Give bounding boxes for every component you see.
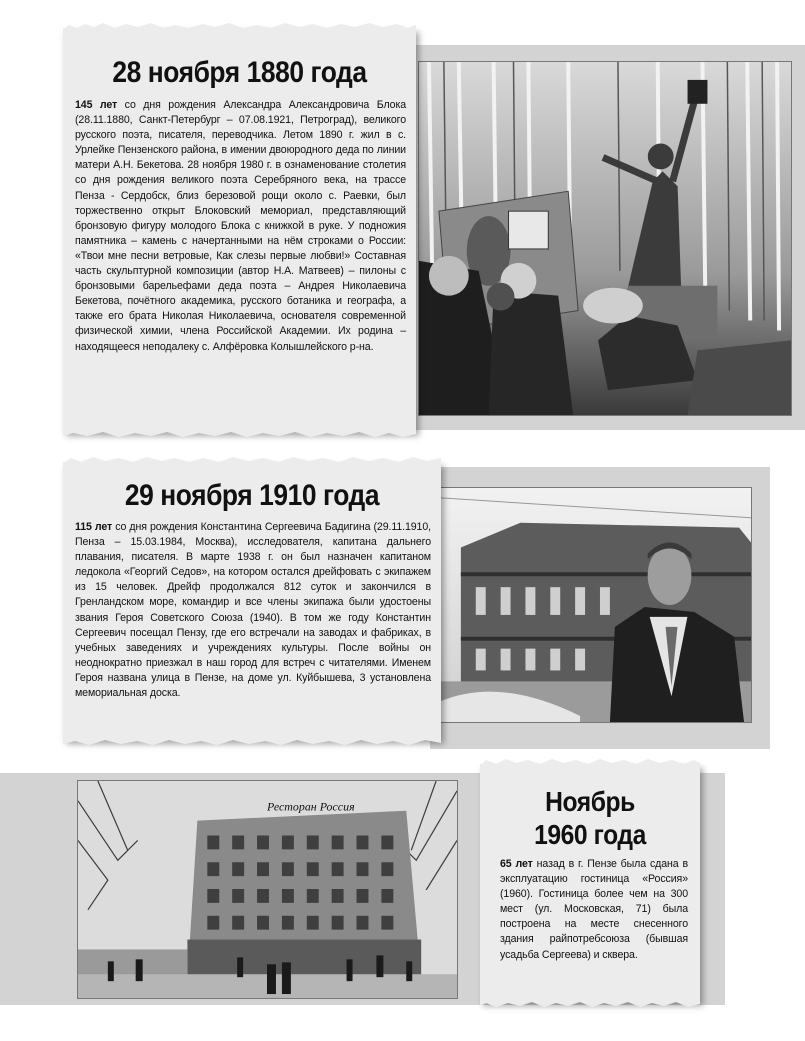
section-1-body: со дня рождения Александра Александровича Блока (28.11.1880, Санкт-Петербург – 07.08.1921, Петроград), великого русского поэта, писателя, переводчика. Летом 1890 г. жил в с. Урлейке Пензенского района, в имении двоюродного деда по линии матери А.Н. Бекетова. 28 ноября 1980 г. в ознаменование столетия со дня рождения великого поэта Серебряного века, на трассе Пенза - Сердобск, близ березовой рощи около с. Раевки, был торжественно открыт Блоковский мемориал, представляющий бронзовую фигуру молодого Блока с книжкой в руке. У подножия памятника – камень с начертанными на нём строками о России: «Твои мне песни ветровые, Как слезы первые любви!» Составная часть скульптурной композиции (автор Н.А. Матвеев) – пилоны с бронзовыми барельефами деда поэта – Андрея Николаевича Бекетова, почётного академика, русского ботаника и географа, а также его брата Николая Николаевича, основателя современной физической химии, члена Российской Академии. Их родина – находящееся неподалеку с. Алфёровка Колышлейского р-на. <box>75 99 406 353</box>
section-3-text <box>500 857 688 963</box>
section-1-text <box>75 98 406 355</box>
section-3-heading-line2: 1960 года <box>534 819 646 850</box>
section-3-body: назад в г. Пензе была сдана в эксплуатацию гостиница «Россия» (1960). Гостиница более чем на 300 мест (ул. Московская, 71) была построена на месте снесенного здания райпотребсоюза (бывшая усадьба Сергеева) и сквера. <box>500 858 688 961</box>
section-2-heading: 29 ноября 1910 года <box>124 479 380 512</box>
section-1-heading: 28 ноября 1880 года <box>112 56 367 89</box>
hotel-sign: Ресторан Россия <box>267 799 355 814</box>
section-2-body: со дня рождения Константина Сергеевича Бадигина (29.11.1910, Пенза – 15.03.1984, Москва), исследователя, капитана дальнего плавания, писателя. В марте 1938 г. он был назначен капитаном ледокола «Георгий Седов», на котором остался дрейфовать с экипажем из 15 человек. Дрейф продолжался 812 суток и закончился в Гренландском море, командир и все члены экипажа были удостоены звания Героя Советского Союза (1940). В том же году Константин Сергеевич посещал Пензу, где его встречали на заводах и фабриках, в учебных заведениях и учреждениях культуры. После войны он неоднократно приезжал в наш город для встреч с читателями. Именем Героя названа улица в Пензе, на доме ул. Куйбышева, 3 установлена мемориальная доска. <box>75 521 431 700</box>
section-3-heading-line1: Ноябрь <box>545 786 635 817</box>
section-2-text <box>75 520 431 701</box>
note-3 <box>480 764 700 1002</box>
blok-monument-photo <box>418 61 792 416</box>
section-2-lead: 115 лет <box>75 521 113 533</box>
note-1 <box>63 28 416 432</box>
section-3-lead: 65 лет <box>500 858 533 870</box>
hotel-rossiya-photo <box>77 780 458 999</box>
badigin-photo <box>440 487 752 723</box>
note-2 <box>63 462 441 740</box>
section-1-lead: 145 лет <box>75 99 118 111</box>
